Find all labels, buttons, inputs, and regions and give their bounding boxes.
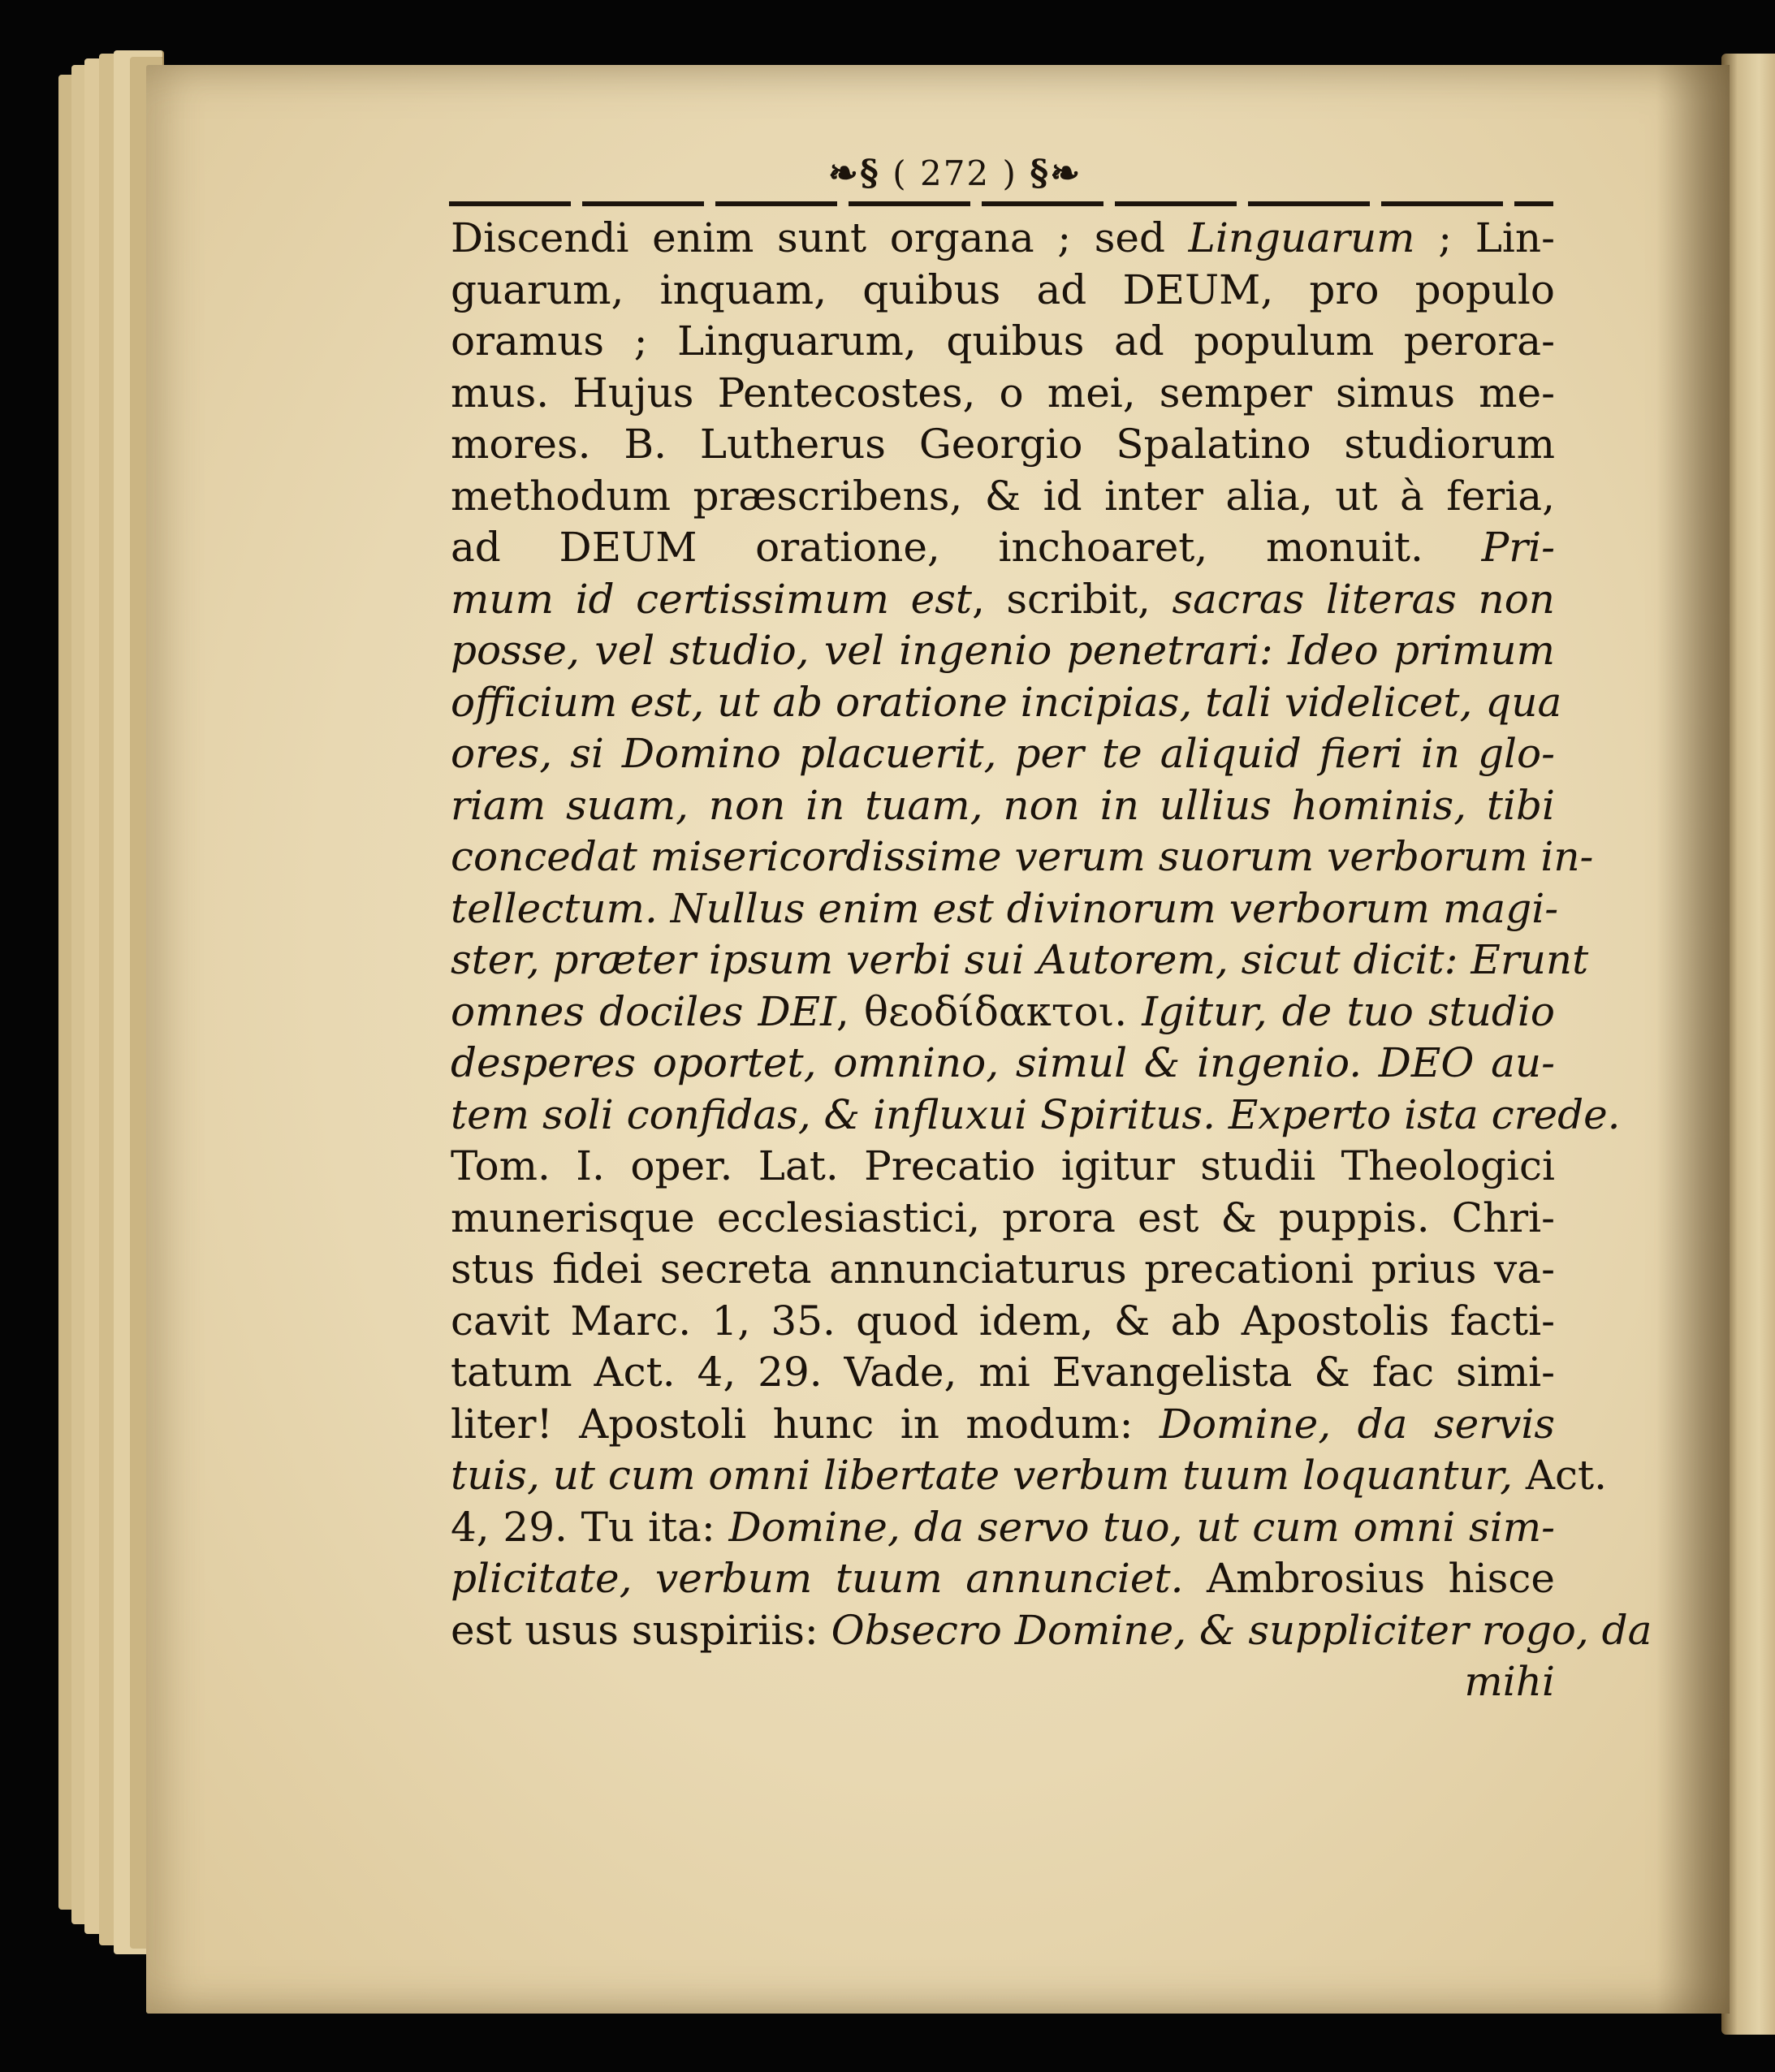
text-line (451, 1296, 1555, 1348)
text-segment: cavit Marc. 1, 35. quod idem, & ab Apostolis facti- (451, 1297, 1555, 1345)
text-segment: Ambrosius hisce (1183, 1555, 1555, 1602)
italic-text-segment: sacras literas non (1172, 575, 1555, 623)
running-header (828, 153, 1082, 201)
italic-text-segment: desperes oportet, omnino, simul & ingenio. DEO au- (451, 1039, 1555, 1086)
text-line (451, 265, 1555, 317)
text-line (451, 831, 1594, 883)
italic-text-segment: Domine, da servis (1159, 1400, 1555, 1448)
text-line (451, 213, 1555, 265)
italic-text-segment: plicitate, verbum tuum annunciet. (451, 1555, 1184, 1602)
left-ornament: ❧§ (828, 153, 880, 194)
text-segment: stus fidei secreta annunciaturus precationi prius va- (451, 1245, 1555, 1293)
gutter-shadow (1656, 65, 1730, 2014)
text-segment: , scribit, (971, 575, 1173, 623)
text-line (451, 1553, 1555, 1605)
text-line (451, 1399, 1555, 1451)
right-ornament: §❧ (1030, 153, 1082, 194)
italic-text-segment: tellectum. Nullus enim est divinorum verborum magi- (451, 884, 1559, 932)
text-segment: liter! Apostoli hunc in modum: (451, 1400, 1160, 1448)
text-line (451, 368, 1555, 420)
text-line (451, 1656, 1555, 1708)
text-line (451, 471, 1555, 523)
italic-text-segment: tuis, ut cum omni libertate verbum tuum loquantur, (451, 1452, 1513, 1499)
text-line (451, 574, 1555, 626)
italic-text-segment: ster, præter ipsum verbi sui Autorem, sicut dicit: Erunt (451, 936, 1589, 983)
text-segment: ; Lin- (1414, 214, 1555, 261)
text-segment: tatum Act. 4, 29. Vade, mi Evangelista & fac simi- (451, 1349, 1555, 1396)
text-line (451, 522, 1555, 574)
text-segment: Tom. I. oper. Lat. Precatio igitur studii Theologici (451, 1142, 1555, 1189)
text-line (451, 728, 1555, 780)
italic-text-segment: concedat misericordissime verum suorum verborum in- (451, 833, 1594, 880)
text-line (451, 1193, 1555, 1245)
text-segment: Act. (1512, 1452, 1607, 1499)
italic-text-segment: ores, si Domino placuerit, per te aliquid fieri in glo- (451, 730, 1555, 777)
text-segment: mores. B. Lutherus Georgio Spalatino studiorum (451, 421, 1555, 468)
italic-text-segment: Igitur, de tuo studio (1142, 987, 1556, 1035)
text-segment: 4, 29. Tu ita: (451, 1503, 729, 1551)
text-line (451, 1038, 1555, 1090)
text-segment: munerisque ecclesiastici, prora est & puppis. Chri- (451, 1194, 1555, 1241)
text-line (451, 419, 1555, 471)
text-segment: mus. Hujus Pentecostes, o mei, semper simus me- (451, 369, 1555, 417)
italic-text-segment: officium est, ut ab oratione incipias, tali videlicet, qua (451, 678, 1562, 726)
text-line (451, 1244, 1555, 1296)
italic-text-segment: riam suam, non in tuam, non in ullius hominis, tibi (451, 781, 1555, 829)
text-line (451, 1605, 1652, 1657)
italic-text-segment: Obsecro Domine, & suppliciter rogo, da (831, 1606, 1652, 1654)
text-segment: guarum, inquam, quibus ad DEUM, pro populo (451, 265, 1555, 313)
text-line (451, 1090, 1621, 1142)
text-line (451, 883, 1559, 935)
text-line (451, 677, 1562, 729)
text-segment: oramus ; Linguarum, quibus ad populum perora- (451, 317, 1555, 365)
header-rule (449, 201, 1553, 206)
text-segment: , θεοδίδακτοι. (836, 987, 1142, 1035)
italic-text-segment: mum id certissimum est (451, 575, 972, 623)
text-line (451, 1502, 1555, 1554)
italic-text-segment: posse, vel studio, vel ingenio penetrari: Ideo primum (451, 627, 1555, 674)
italic-text-segment: Linguarum (1188, 214, 1415, 261)
text-segment: ad DEUM oratione, inchoaret, monuit. (451, 524, 1482, 571)
text-segment: est usus suspiriis: (451, 1606, 831, 1654)
italic-text-segment: Domine, da servo tuo, ut cum omni sim- (728, 1503, 1556, 1551)
italic-text-segment: tem soli confidas, & influxui Spiritus. Experto ista crede. (451, 1090, 1621, 1138)
text-segment: Discendi enim sunt organa ; sed (451, 214, 1189, 261)
text-segment: methodum præscribens, & id inter alia, ut à feria, (451, 472, 1555, 520)
text-line (451, 780, 1555, 832)
text-line (451, 935, 1589, 986)
text-line (451, 625, 1555, 677)
italic-text-segment: mihi (1464, 1658, 1555, 1705)
text-line (451, 1141, 1555, 1193)
page-number: ( 272 ) (892, 153, 1017, 193)
body-text (451, 213, 1652, 1708)
italic-text-segment: omnes dociles DEI (451, 987, 836, 1035)
italic-text-segment: Pri- (1481, 524, 1555, 571)
text-line (451, 1450, 1607, 1502)
text-line (451, 316, 1555, 368)
text-line (451, 986, 1555, 1038)
text-line (451, 1347, 1555, 1399)
